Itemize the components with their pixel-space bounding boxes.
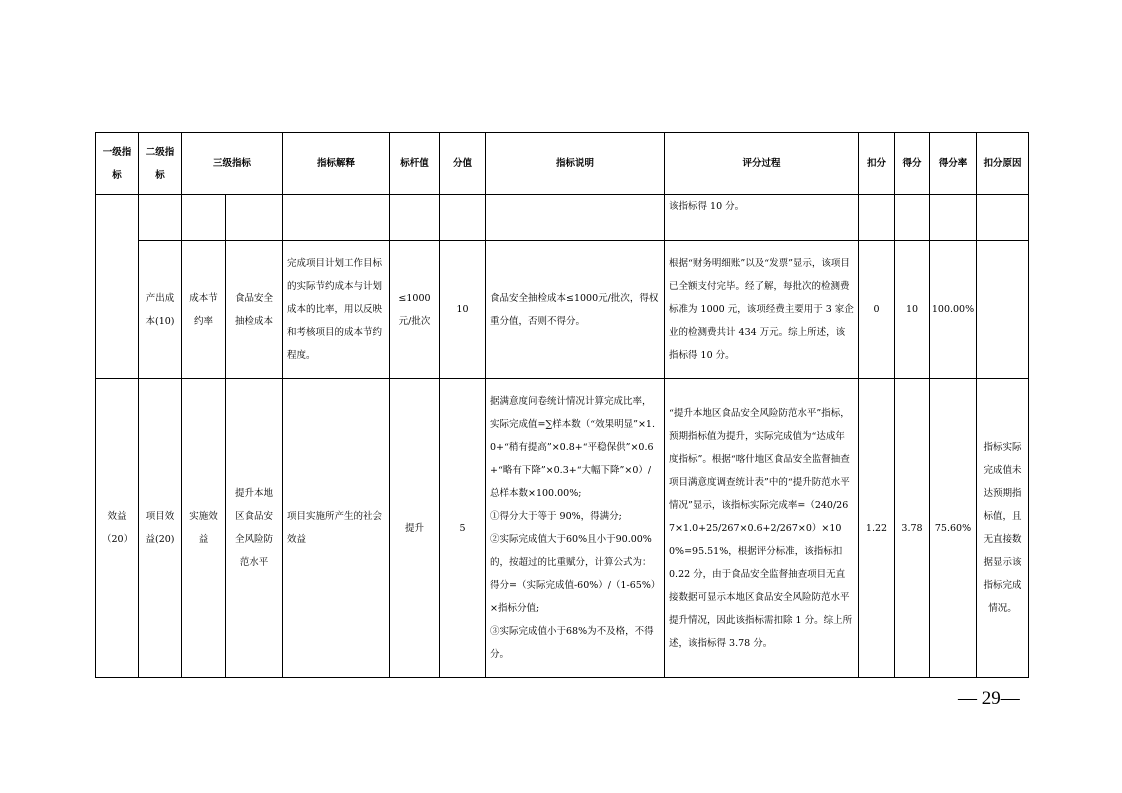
evaluation-table xyxy=(95,132,1029,678)
cell-reason: 指标实际完成值未达预期指标值，且无直接数据显示该指标完成情况。 xyxy=(977,379,1029,678)
header-row xyxy=(96,133,1029,195)
empty-cell xyxy=(182,195,226,241)
cell-process: 该指标得 10 分。 xyxy=(665,195,859,241)
cell-score: 5 xyxy=(440,379,486,678)
header-level2: 二级指标 xyxy=(139,133,182,195)
header-rate: 得分率 xyxy=(930,133,977,195)
cell-level2: 产出成本(10) xyxy=(139,241,182,379)
cell-rate: 100.00% xyxy=(930,241,977,379)
header-score: 分值 xyxy=(440,133,486,195)
cell-benchmark: ≤1000元/批次 xyxy=(390,241,440,379)
cell-level3b: 提升本地区食品安全风险防范水平 xyxy=(226,379,283,678)
cell-level3b: 食品安全抽检成本 xyxy=(226,241,283,379)
page-number: — 29— xyxy=(958,688,1020,709)
table-row xyxy=(96,195,1029,241)
table-row xyxy=(96,241,1029,379)
cell-process: 根据“财务明细账”以及“发票”显示，该项目已全额支付完毕。经了解，每批次的检测费标准为 1000 元，该项经费主要用于 3 家企业的检测费共计 434 万元。综上所述，该指标得 10 分。 xyxy=(665,241,859,379)
empty-cell xyxy=(440,195,486,241)
empty-cell xyxy=(139,195,182,241)
description-line: ③实际完成值小于68%为不及格，不得分。 xyxy=(490,626,654,660)
cell-description: 食品安全抽检成本≤1000元/批次，得权重分值，否则不得分。 xyxy=(486,241,665,379)
cell-benchmark: 提升 xyxy=(390,379,440,678)
cell-process: “提升本地区食品安全风险防范水平”指标，预期指标值为提升，实际完成值为“达成年度指标”。根据“喀什地区食品安全监督抽查项目满意度调查统计表”中的“提升防范水平情况”显示，该指标实际完成率=（240/267×1.0+25/267×0.6+2/267×0）×100%=95.51%，根据评分标准，该指标扣 0.22 分，由于食品安全监督抽查项目无直接数据可显示本地区食品安全风险防范水平提升情况，因此该指标需扣除 1 分。综上所述，该指标得 3.78 分。 xyxy=(665,379,859,678)
cell-explanation: 项目实施所产生的社会效益 xyxy=(283,379,390,678)
empty-cell xyxy=(226,195,283,241)
cell-level3a: 成本节约率 xyxy=(182,241,226,379)
description-line: 据满意度问卷统计情况计算完成比率，实际完成值=∑样本数（“效果明显”×1.0+“稍有提高”×0.8+“平稳保供”×0.6+“略有下降”×0.3+“大幅下降”×0）/总样本数×100.00%; xyxy=(490,396,655,499)
description-line: ②实际完成值大于60%且小于90.00%的，按超过的比重赋分，计算公式为：得分=（实际完成值-60%）/（1-65%）×指标分值; xyxy=(490,534,656,614)
header-process: 评分过程 xyxy=(665,133,859,195)
header-benchmark: 标杆值 xyxy=(390,133,440,195)
header-description: 指标说明 xyxy=(486,133,665,195)
description-line: ①得分大于等于 90%，得满分; xyxy=(490,511,622,522)
header-explanation: 指标解释 xyxy=(283,133,390,195)
header-deduction: 扣分 xyxy=(859,133,895,195)
cell-score: 10 xyxy=(440,241,486,379)
cell-obtained: 10 xyxy=(895,241,930,379)
empty-cell xyxy=(977,241,1029,379)
cell-level2: 项目效益(20) xyxy=(139,379,182,678)
empty-cell xyxy=(930,195,977,241)
empty-cell xyxy=(283,195,390,241)
cell-description xyxy=(486,379,665,678)
empty-cell xyxy=(977,195,1029,241)
cell-deduction: 0 xyxy=(859,241,895,379)
header-obtained: 得分 xyxy=(895,133,930,195)
cell-level1-continued xyxy=(96,195,139,379)
empty-cell xyxy=(486,195,665,241)
cell-obtained: 3.78 xyxy=(895,379,930,678)
header-level1: 一级指标 xyxy=(96,133,139,195)
cell-level1: 效益（20） xyxy=(96,379,139,678)
cell-rate: 75.60% xyxy=(930,379,977,678)
empty-cell xyxy=(390,195,440,241)
empty-cell xyxy=(859,195,895,241)
header-reason: 扣分原因 xyxy=(977,133,1029,195)
header-level3: 三级指标 xyxy=(182,133,283,195)
cell-deduction: 1.22 xyxy=(859,379,895,678)
table-row xyxy=(96,379,1029,678)
cell-level3a: 实施效益 xyxy=(182,379,226,678)
cell-explanation: 完成项目计划工作目标的实际节约成本与计划成本的比率，用以反映和考核项目的成本节约程度。 xyxy=(283,241,390,379)
empty-cell xyxy=(895,195,930,241)
